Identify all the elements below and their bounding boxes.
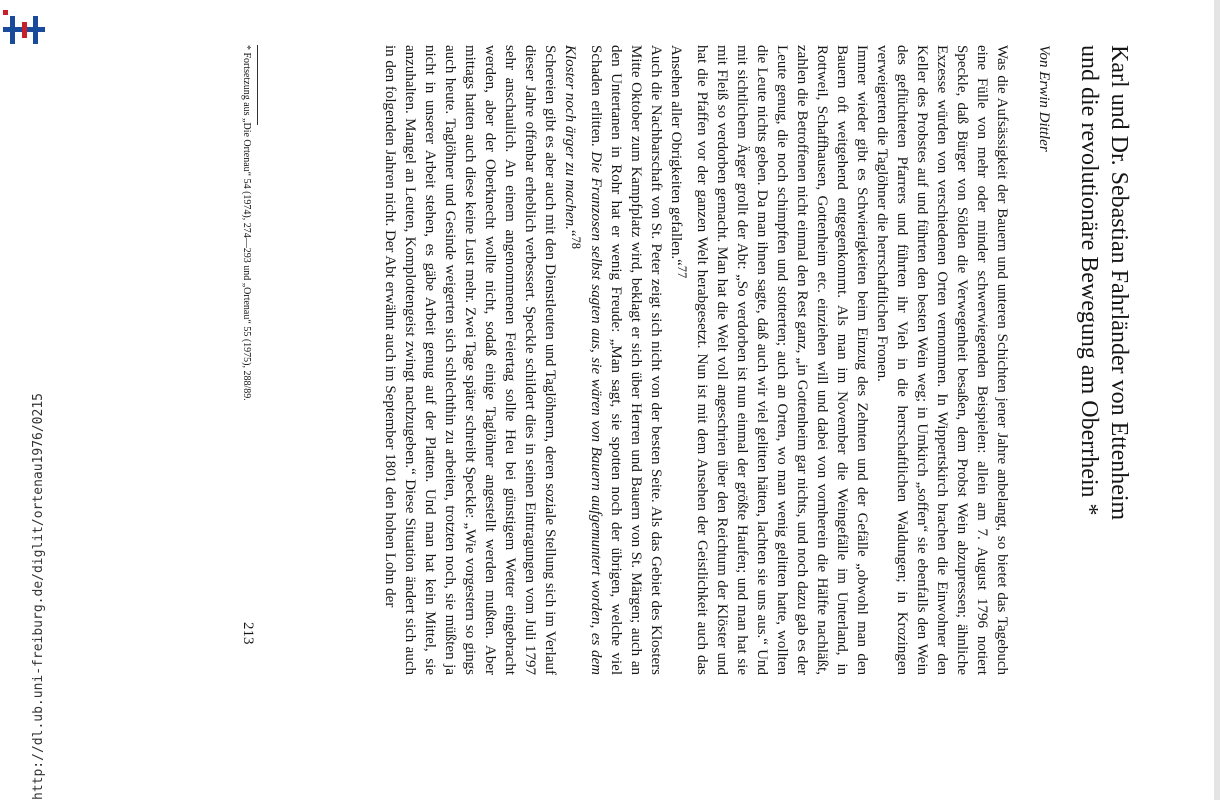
source-url[interactable]: http://dl.ub.uni-freiburg.de/diglit/ortenau1976/0215 bbox=[31, 393, 46, 800]
paragraph-3 bbox=[560, 45, 666, 675]
title-line-1: Karl und Dr. Sebastian Fahrländer von Ettenheim bbox=[1106, 45, 1132, 521]
title-line-2: und die revolutionäre Bewegung am Oberrhein * bbox=[1076, 45, 1102, 516]
paragraph-1: Was die Aufsässigkeit der Bauern und unteren Schichten jener Jahre anbelangt, so bietet das Tagebuch eine Fülle von mehr oder minder schwerwiegenden Beispielen: allein am 7. August 1796 notiert Speckle, daß Bürger von Sölden die Verwegenheit besaßen, dem Probst Wein abzupressen; ähnliche Exzesse würden von verschiedenen Orten vernommen. In Wippertskirch brachen die Einwohner den Keller des Probstes auf und führten den besten Wein weg; in Umkirch „soffen“ sie ebenfalls den Wein des geflüchteten Pfarrers und führten ihr Vieh in die herrschaftlichen Waldungen; in Krozingen verweigerten die Taglöhner die herrschaftlichen Fronen. bbox=[874, 45, 1010, 675]
sidebar-citation bbox=[2, 393, 52, 800]
paragraph-3-end: “ bbox=[562, 229, 578, 237]
paragraph-3-text: Auch die Nachbarschaft von St. Peter zeigt sich nicht von der besten Seite. Als das Gebiet des Klosters Mitte Oktober zum Kampfplatz wird, beklagt er sich über Herren und Bauern von St. Märgen; auch an den Untertanen in Rohr hat er wenig Freude: „Man sagt, sie spotten noch der übrigen, welche viel Schaden erlitten. bbox=[588, 45, 664, 675]
article-body bbox=[380, 45, 1012, 675]
article-author: Von Erwin Dittler bbox=[1036, 45, 1052, 152]
scanned-page bbox=[54, 0, 1214, 800]
article-title bbox=[1074, 45, 1134, 605]
footnote-ref-78: 78 bbox=[569, 236, 583, 250]
footnote-rule bbox=[257, 45, 258, 125]
paragraph-3-italic: Die Franzosen selbst sagten aus, sie wären von Bauern aufgemuntert worden, es dem Kloster noch ärger zu machen. bbox=[562, 45, 604, 675]
paragraph-2-text: Immer wieder gibt es Schwierigkeiten beim Einzug des Zehnten und der Gefälle „obwohl man den Bauern oft weitgehend entgegenkommt. Als man im November die Weingefälle im Unterland, in Rottweil, Schaffhausen, Gottenheim etc. einziehen will und dabei von vornherein die Hälfte nachläßt, zahlen die Betroffenen nicht einmal den Rest ganz, „in Gottenheim gar nichts, und noch dazu gab es der Leute genug, die noch schimpften und stotterten; auch an Orten, wo man wenig gelitten hatte, wollten die Leute nichts geben. Da man ihnen sagte, daß auch wir viel gelitten hätten, lachten sie uns aus.“ Und mit sichtlichem Ärger grollt der Abt: „So verdorben ist nun einmal der größte Haufen; und man hat sie mit Fleiß so verdorben gemacht. Man hat die Welt voll angeschrien über den Reichtum der Klöster und hat die Pfaffen vor der ganzen Welt herabgesetzt. Nun ist mit dem Ansehen der Geistlichkeit auch das Ansehen aller Obrigkeiten gefallen.“ bbox=[668, 45, 870, 675]
footnote: * Fortsetzung aus „Die Ortenau“ 54 (1974), 274—293 und „Ortenau“ 55 (1975), 288/89. bbox=[241, 45, 252, 401]
page-content bbox=[54, 0, 1214, 800]
document-viewport bbox=[54, 0, 1220, 800]
paragraph-2 bbox=[666, 45, 872, 675]
sidebar bbox=[0, 0, 54, 800]
footnote-ref-77: 77 bbox=[675, 265, 689, 279]
ub-freiburg-logo bbox=[3, 10, 45, 50]
paragraph-4: Schereien gibt es aber auch mit den Dienstleuten und Taglöhnern, deren soziale Stellung sich im Verlauf dieser Jahre offenbar erheblich verbessert. Speckle schildert dies in seinen Eintragungen vom Juli 1797 sehr anschaulich. An einem angenommenen Feiertag sollte Heu bei günstigem Wetter eingebracht werden, aber der Oberknecht wollte nicht, sodaß einige Taglöhner angestellt werden mußten. Aber mittags hatten auch diese keine Lust mehr. Zwei Tage später schreibt Speckle: „Wie vorgestern so gings auch heute. Taglöhner und Gesinde weigerten sich schlechthin zu arbeiten, trotzten noch, sie müßten ja nicht in unserer Arbeit stehen, es gäbe Arbeit genug auf der Platten. Und man hat kein Mittel, sie anzuhalten. Mangel an Leuten, Komplottengeist zwingt nachzugeben.“ Diese Situation ändert sich auch in den folgenden Jahren nicht. Der Abt erwähnt auch im September 1801 den hohen Lohn der bbox=[382, 45, 558, 675]
page-number: 213 bbox=[240, 622, 256, 645]
